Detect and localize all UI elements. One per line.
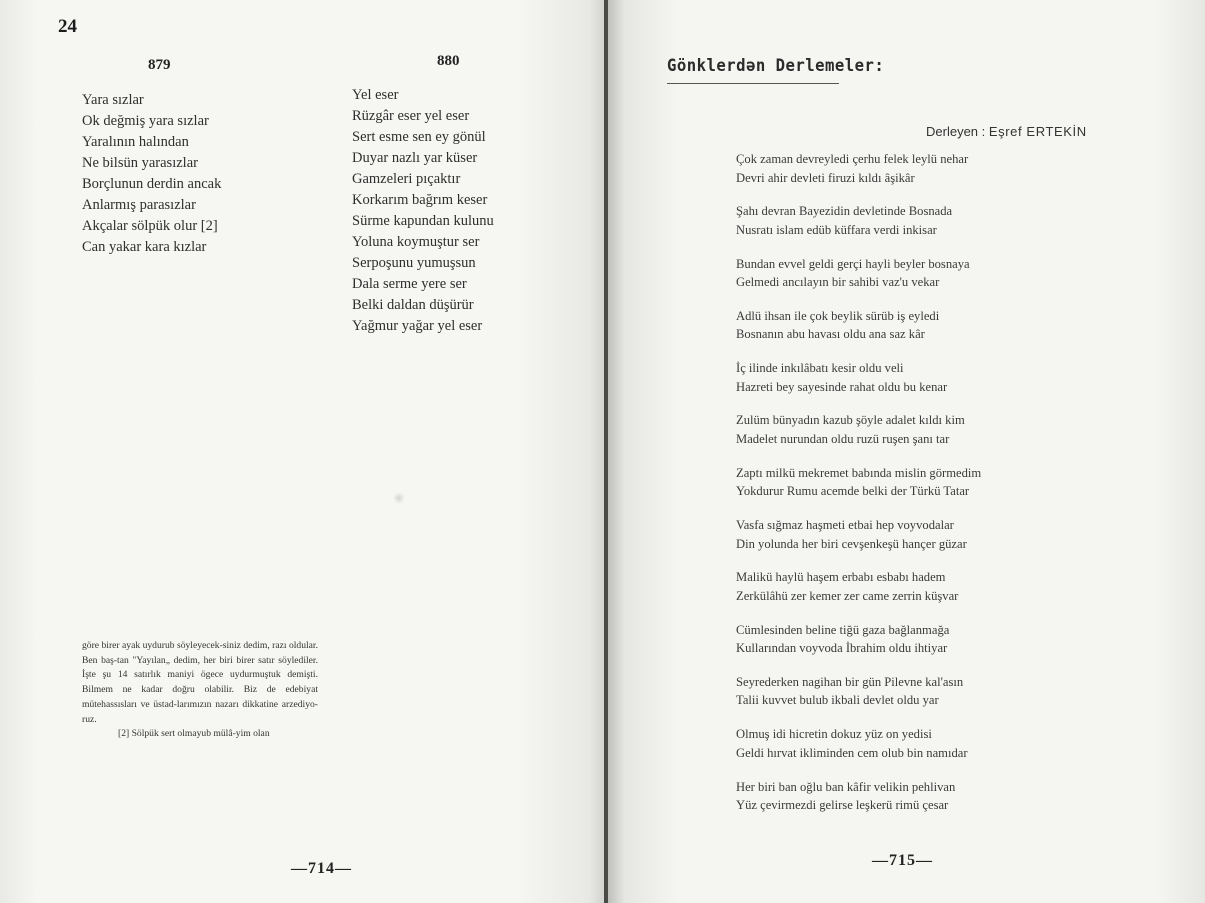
poem-line: Akçalar sölpük olur [2] [82, 218, 218, 234]
poem-line: Ne bilsün yarasızlar [82, 155, 198, 171]
stanza [736, 673, 1076, 710]
footnote-2: [2] Sölpük sert olmayub mülâ-yim olan [118, 728, 270, 740]
title-underline [667, 83, 839, 84]
poem-line: Korkarım bağrım keser [352, 192, 488, 208]
folio-715: —715— [872, 852, 933, 869]
poem-880 [352, 85, 494, 337]
verse-line: Gelmedi ancılayın bir sahibi vaz'u vekar [736, 275, 940, 290]
verse-line: Yüz çevirmezdi gelirse leşkerü rimü çesar [736, 798, 949, 813]
corner-page-number: 24 [58, 16, 77, 37]
poem-stanzas [736, 150, 1076, 830]
poem-879-number: 879 [148, 57, 171, 73]
stanza [736, 150, 1076, 187]
poem-line: Rüzgâr eser yel eser [352, 108, 470, 124]
poem-line: Serpoşunu yumuşsun [352, 255, 476, 271]
verse-line: Zerkülâhü zer kemer zer came zerrin küşvar [736, 588, 959, 603]
verse-line: Din yolunda her biri cevşenkeşü hançer güzar [736, 536, 967, 551]
poem-line: Gamzeleri pıçaktır [352, 171, 461, 187]
stanza [736, 464, 1076, 501]
poem-line: Sürme kapundan kulunu [352, 213, 494, 229]
verse-line: Geldi hırvat ikliminden cem olub bin namıdar [736, 745, 968, 760]
poem-880-number: 880 [437, 53, 460, 69]
collector-name: Eşref ERTEKİN [988, 124, 1087, 139]
verse-line: Cümlesinden beline tiğü gaza bağlanmağa [736, 622, 950, 637]
stanza [736, 778, 1076, 815]
poem-line: Anlarmış parasızlar [82, 197, 196, 213]
stanza [736, 568, 1076, 605]
poem-879 [82, 90, 221, 258]
verse-line: Yokdurur Rumu acemde belki der Türkü Tatar [736, 484, 970, 499]
paper-spot [393, 492, 405, 504]
verse-line: Zulüm bünyadın kazub şöyle adalet kıldı kim [736, 413, 965, 428]
verse-line: Olmuş idi hicretin dokuz yüz on yedisi [736, 727, 932, 742]
stanza [736, 621, 1076, 658]
stanza [736, 202, 1076, 239]
folio-714: —714— [291, 860, 352, 877]
stanza [736, 411, 1076, 448]
stanza [736, 255, 1076, 292]
footnote-text: göre birer ayak uydurub söyleyecek-siniz dedim, razı oldular. Ben baş-tan "Yayılan„ dedim, her biri birer satır söylediler. İşte şu 14 satırlık maniyi ögece uydurmuştuk demişti. Bilmem ne kadar doğru olabilir. Biz de edebiyat mütehassısları ve üstad-larımızın nazarı dikkatine arzediyo-ruz. [82, 640, 318, 725]
verse-line: İç ilinde inkılâbatı kesir oldu veli [736, 361, 904, 376]
verse-line: Seyrederken nagihan bir gün Pilevne kal'asın [736, 674, 964, 689]
stanza [736, 516, 1076, 553]
poem-line: Yoluna koymuştur ser [352, 234, 480, 250]
book-gutter [604, 0, 608, 903]
verse-line: Madelet nurundan oldu ruzü ruşen şanı tar [736, 431, 950, 446]
poem-line: Sert esme sen ey gönül [352, 129, 486, 145]
verse-line: Devri ahir devleti firuzi kıldı âşikâr [736, 170, 915, 185]
poem-line: Dala serme yere ser [352, 276, 467, 292]
poem-line: Duyar nazlı yar küser [352, 150, 478, 166]
poem-line: Yaralının halından [82, 134, 189, 150]
verse-line: Nusratı islam edüb küffara verdi inkisar [736, 222, 937, 237]
verse-line: Bundan evvel geldi gerçi hayli beyler bosnaya [736, 256, 970, 271]
poem-line: Yel eser [352, 87, 399, 103]
collector-credit [926, 124, 1087, 139]
verse-line: Hazreti bey sayesinde rahat oldu bu kenar [736, 379, 948, 394]
poem-line: Belki daldan düşürür [352, 297, 474, 313]
stanza [736, 725, 1076, 762]
stanza [736, 307, 1076, 344]
verse-line: Talii kuvvet bulub ikbali devlet oldu yar [736, 693, 939, 708]
verse-line: Çok zaman devreyledi çerhu felek leylü nehar [736, 152, 969, 166]
verse-line: Zaptı milkü mekremet babında mislin görmedim [736, 465, 982, 480]
verse-line: Her biri ban oğlu ban kâfir velikin pehlivan [736, 779, 956, 794]
stanza [736, 359, 1076, 396]
verse-line: Malikü haylü haşem erbabı esbabı hadem [736, 570, 946, 585]
poem-line: Yara sızlar [82, 92, 144, 108]
verse-line: Bosnanın abu havası oldu ana saz kâr [736, 327, 925, 342]
poem-line: Can yakar kara kızlar [82, 239, 207, 255]
footnote-block [82, 639, 318, 742]
collector-label: Derleyen : [926, 124, 986, 139]
verse-line: Kullarından voyvoda İbrahim oldu ihtiyar [736, 641, 948, 656]
verse-line: Adlü ihsan ile çok beylik sürüb iş eyledi [736, 308, 940, 323]
verse-line: Vasfa sığmaz haşmeti etbai hep voyvodalar [736, 518, 954, 533]
poem-line: Ok değmiş yara sızlar [82, 113, 209, 129]
poem-line: Borçlunun derdin ancak [82, 176, 222, 192]
section-title: Gönklerdən Derlemeler: [667, 56, 885, 76]
poem-line: Yağmur yağar yel eser [352, 318, 483, 334]
verse-line: Şahı devran Bayezidin devletinde Bosnada [736, 204, 953, 219]
